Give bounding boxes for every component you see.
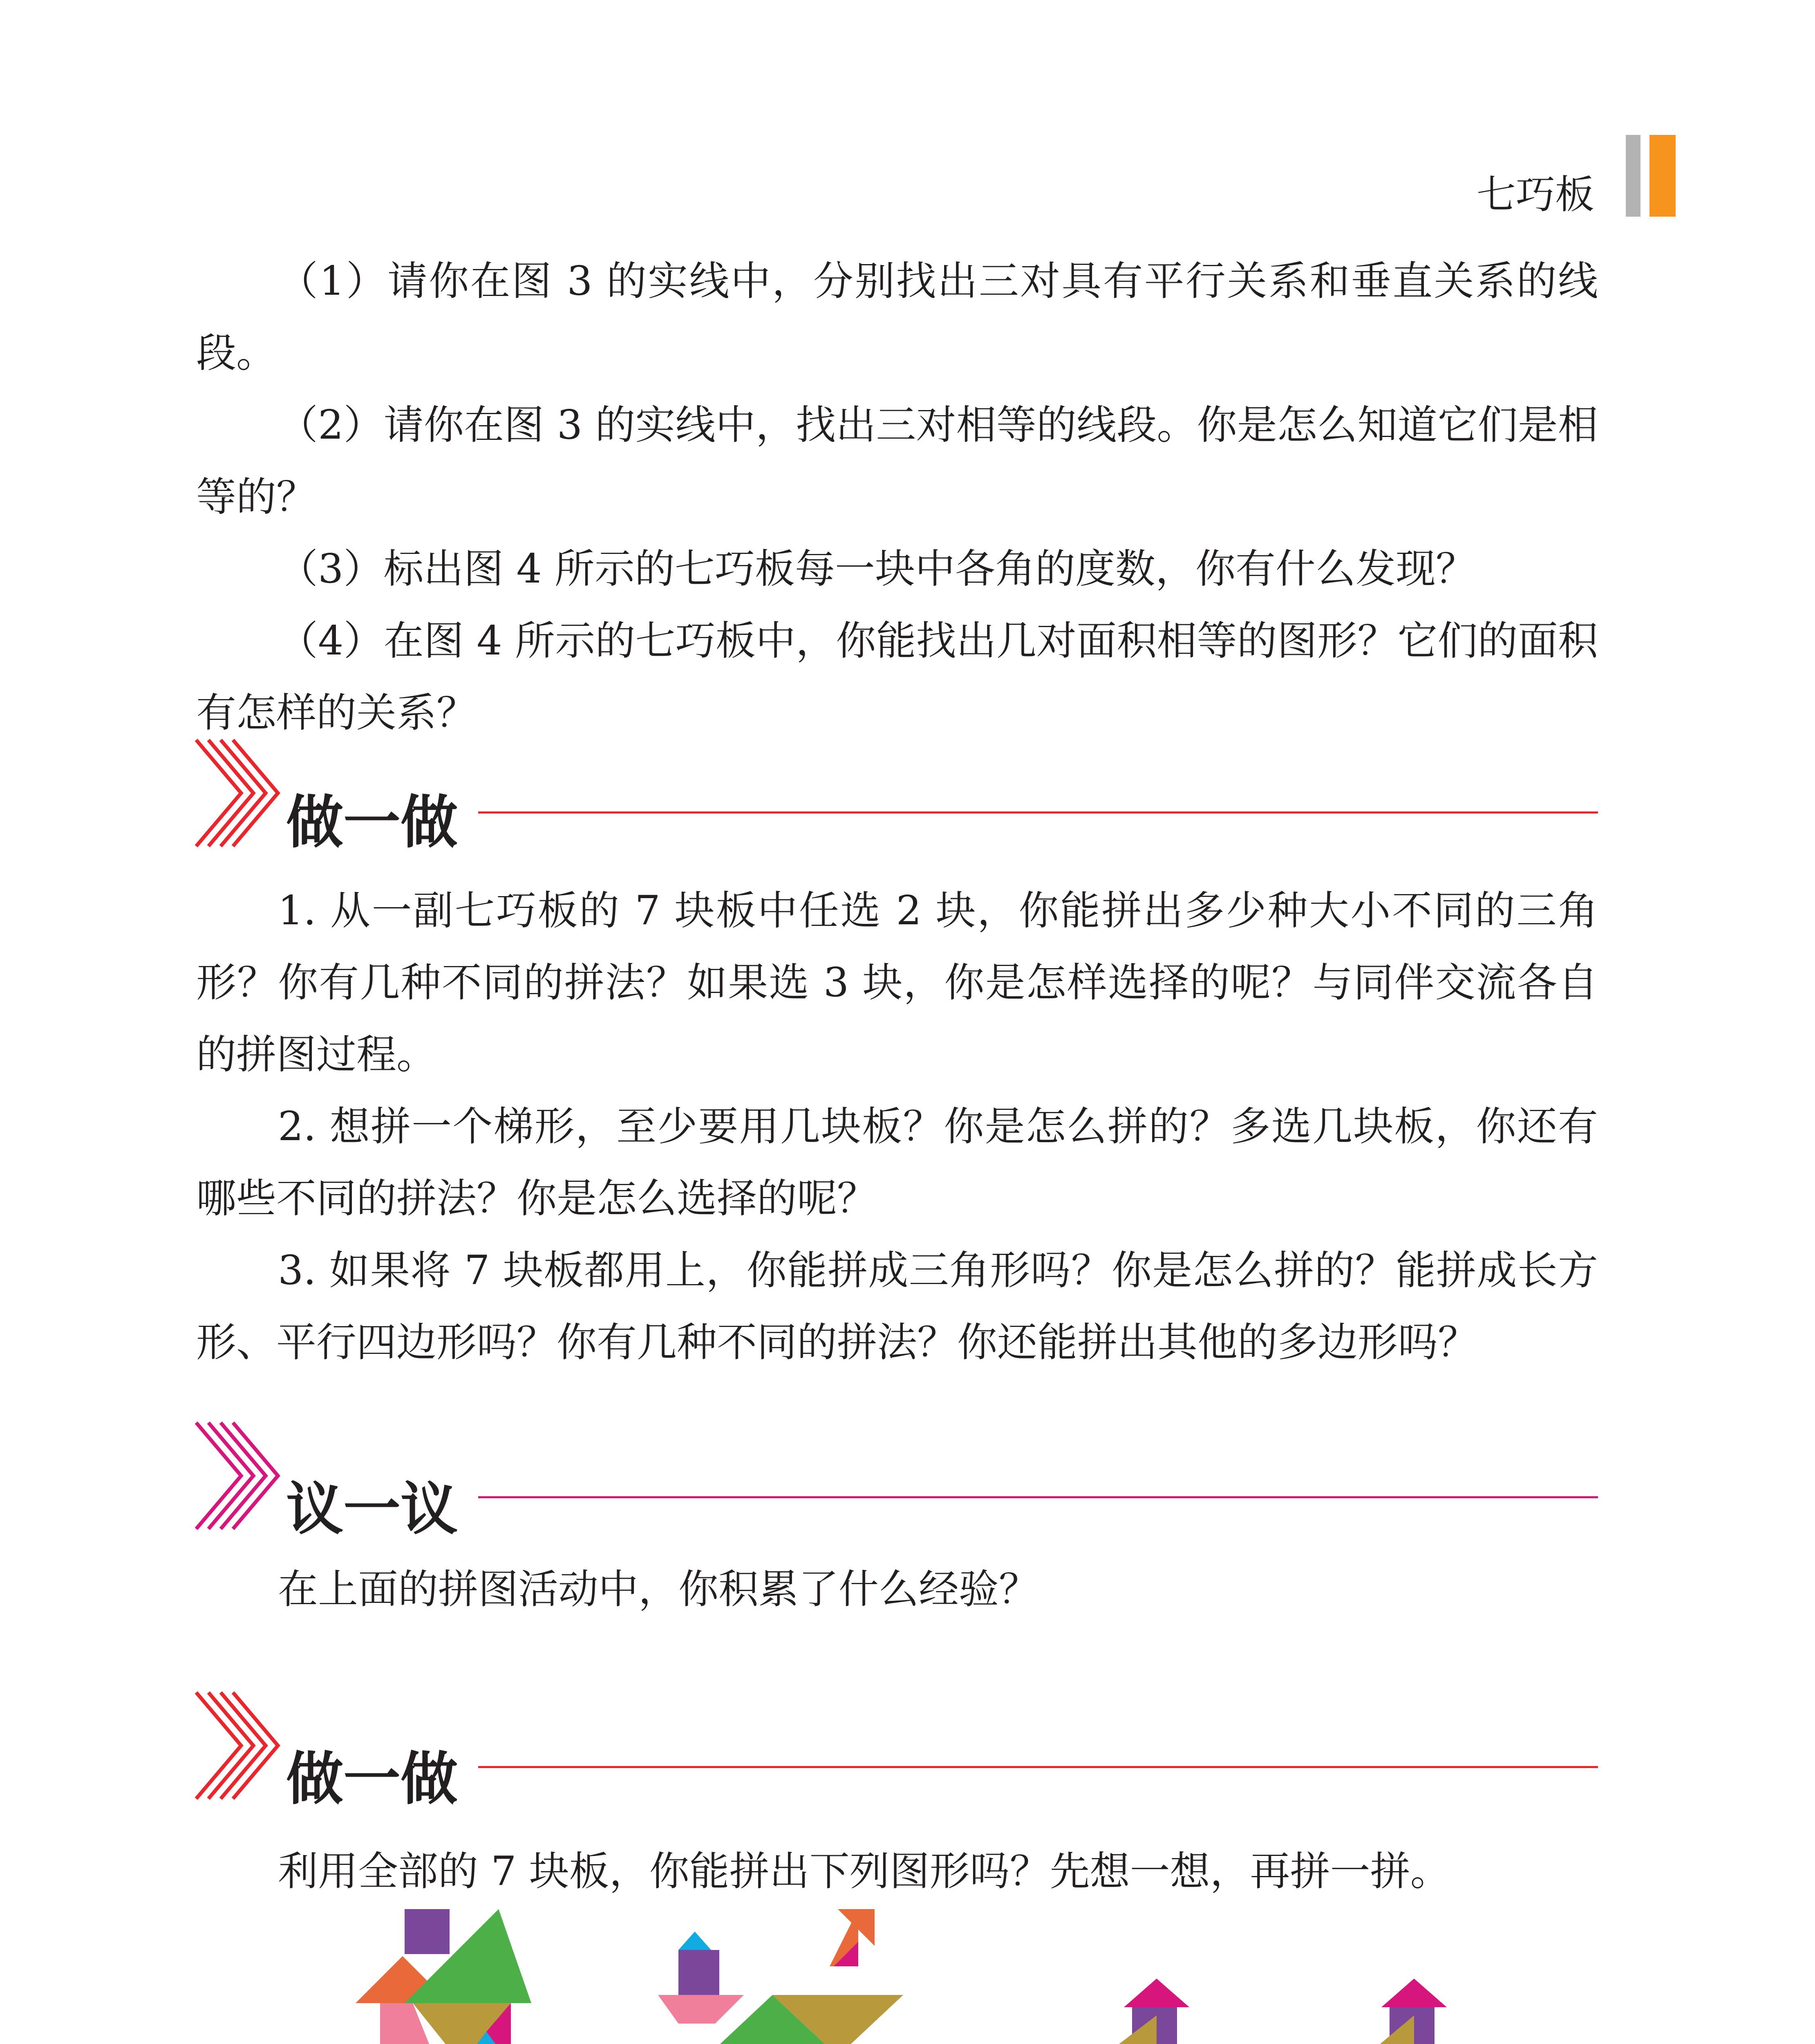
section1-body	[196, 875, 1598, 1378]
questions-block	[196, 245, 1598, 749]
question-2: （2）请你在图 3 的实线中，找出三对相等的线段。你是怎么知道它们是相等的？	[196, 402, 1598, 520]
question-1: （1）请你在图 3 的实线中，分别找出三对具有平行关系和垂直关系的线段。	[196, 258, 1598, 377]
section1-item-2: 2. 想拼一个梯形，至少要用几块板？你是怎么拼的？多选几块板，你还有哪些不同的拼法？你是怎么选择的呢？	[196, 1103, 1598, 1222]
header-bar-orange	[1649, 135, 1676, 217]
section1-item-3: 3. 如果将 7 块板都用上，你能拼成三角形吗？你是怎么拼的？能拼成长方形、平行四边形吗？你有几种不同的拼法？你还能拼出其他的多边形吗？	[196, 1247, 1598, 1366]
header-bar-gray	[1626, 135, 1640, 217]
section3-title: 做一做	[286, 1746, 458, 1813]
section2-chevron-icon	[192, 1419, 290, 1533]
section1-title: 做一做	[286, 789, 458, 856]
chapter-title: 七巧板	[1477, 172, 1594, 217]
tangram-bird-2	[1287, 1979, 1447, 2044]
tangram-figures	[0, 1901, 1815, 2044]
section2-title: 议一议	[286, 1476, 458, 1543]
section3-chevron-icon	[192, 1688, 290, 1803]
tangram-bird-1	[1030, 1979, 1189, 2044]
section3-divider	[478, 1766, 1598, 1768]
section3-text: 利用全部的 7 块板，你能拼出下列图形吗？先想一想，再拼一拼。	[278, 1848, 1450, 1895]
question-3: （3）标出图 4 所示的七巧板每一块中各角的度数，你有什么发现？	[278, 546, 1476, 592]
section1-item-1: 1. 从一副七巧板的 7 块板中任选 2 块，你能拼出多少种大小不同的三角形？你有几种不同的拼法？如果选 3 块，你是怎样选择的呢？与同伴交流各自的拼图过程。	[196, 888, 1598, 1078]
section2-text: 在上面的拼图活动中，你积累了什么经验？	[278, 1566, 1039, 1613]
tangram-house	[356, 1909, 531, 2044]
tangram-boat	[658, 1909, 903, 2044]
section1-chevron-icon	[192, 736, 290, 850]
section1-divider	[478, 811, 1598, 814]
question-4: （4）在图 4 所示的七巧板中，你能找出几对面积相等的图形？它们的面积有怎样的关系？	[196, 618, 1598, 736]
section2-divider	[478, 1496, 1598, 1498]
